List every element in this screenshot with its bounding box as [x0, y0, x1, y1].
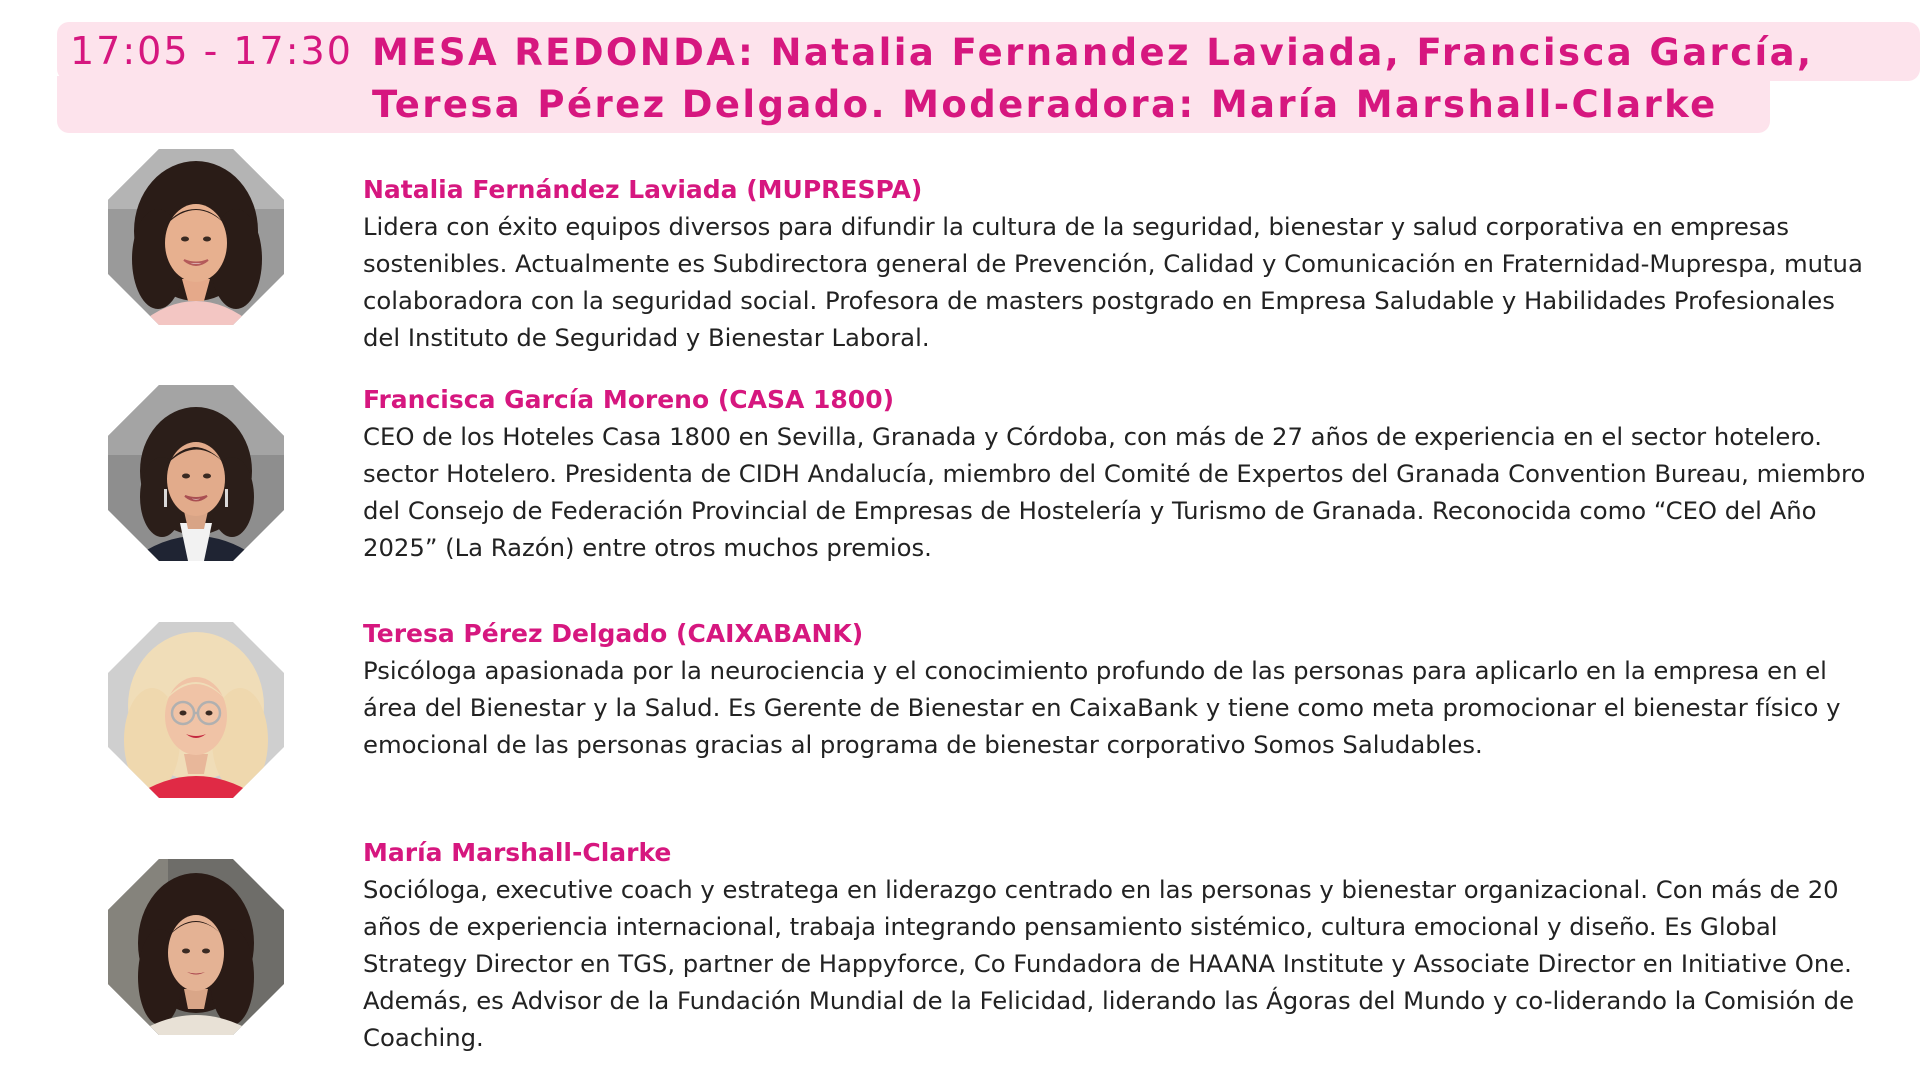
speaker-name: Natalia Fernández Laviada (MUPRESPA): [363, 175, 923, 204]
session-title: MESA REDONDA: Natalia Fernandez Laviada, Francisca García, Teresa Pérez Delgado. Moderadora: María Marshall-Clarke: [372, 31, 1814, 126]
speaker-bio: Psicóloga apasionada por la neurociencia y el conocimiento profundo de las personas para aplicarlo en la empresa en el área del Bienestar y la Salud. Es Gerente de Bienestar en CaixaBank y tiene como meta promocionar el bienestar físico y emocional de las personas gracias al programa de bienestar corporativo Somos Saludables.: [363, 656, 1841, 759]
speaker-photo: [108, 149, 284, 325]
speaker-photo-illustration: [108, 859, 284, 1035]
speaker-photo-illustration: [108, 385, 284, 561]
speaker-bio: Lidera con éxito equipos diversos para difundir la cultura de la seguridad, bienestar y salud corporativa en empresas sostenibles. Actualmente es Subdirectora general de Prevención, Calidad y Comunicación en Fraternidad-Muprespa, mutua colaboradora con la seguridad social. Profesora de masters postgrado en Empresa Saludable y Habilidades Profesionales del Instituto de Seguridad y Bienestar Laboral.: [363, 212, 1863, 352]
speaker-bio: Socióloga, executive coach y estratega en liderazgo centrado en las personas y bienestar organizacional. Con más de 20 años de experiencia internacional, trabaja integrando pensamiento sistémico, cultura emocional y diseño. Es Global Strategy Director en TGS, partner de Happyforce, Co Fundadora de HAANA Institute y Associate Director en Initiative One. Además, es Advisor de la Fundación Mundial de la Felicidad, liderando las Ágoras del Mundo y co-liderando la Comisión de Coaching.: [363, 875, 1855, 1052]
speaker-bio: CEO de los Hoteles Casa 1800 en Sevilla, Granada y Córdoba, con más de 27 años de experiencia en el sector hotelero. sector Hotelero. Presidenta de CIDH Andalucía, miembro del Comité de Expertos del Granada Convention Bureau, miembro del Consejo de Federación Provincial de Empresas de Hostelería y Turismo de Granada. Reconocida como “CEO del Año 2025” (La Razón) entre otros muchos premios.: [363, 422, 1866, 562]
speaker-photo-illustration: [108, 149, 284, 325]
speaker-name: María Marshall-Clarke: [363, 838, 672, 867]
speaker-photo: [108, 622, 284, 798]
speaker-photo: [108, 859, 284, 1035]
speaker-name: Teresa Pérez Delgado (CAIXABANK): [363, 619, 864, 648]
speaker-photo-illustration: [108, 622, 284, 798]
speaker-photo: [108, 385, 284, 561]
speaker-name: Francisca García Moreno (CASA 1800): [363, 385, 895, 414]
session-time: 17:05 - 17:30: [70, 29, 353, 73]
